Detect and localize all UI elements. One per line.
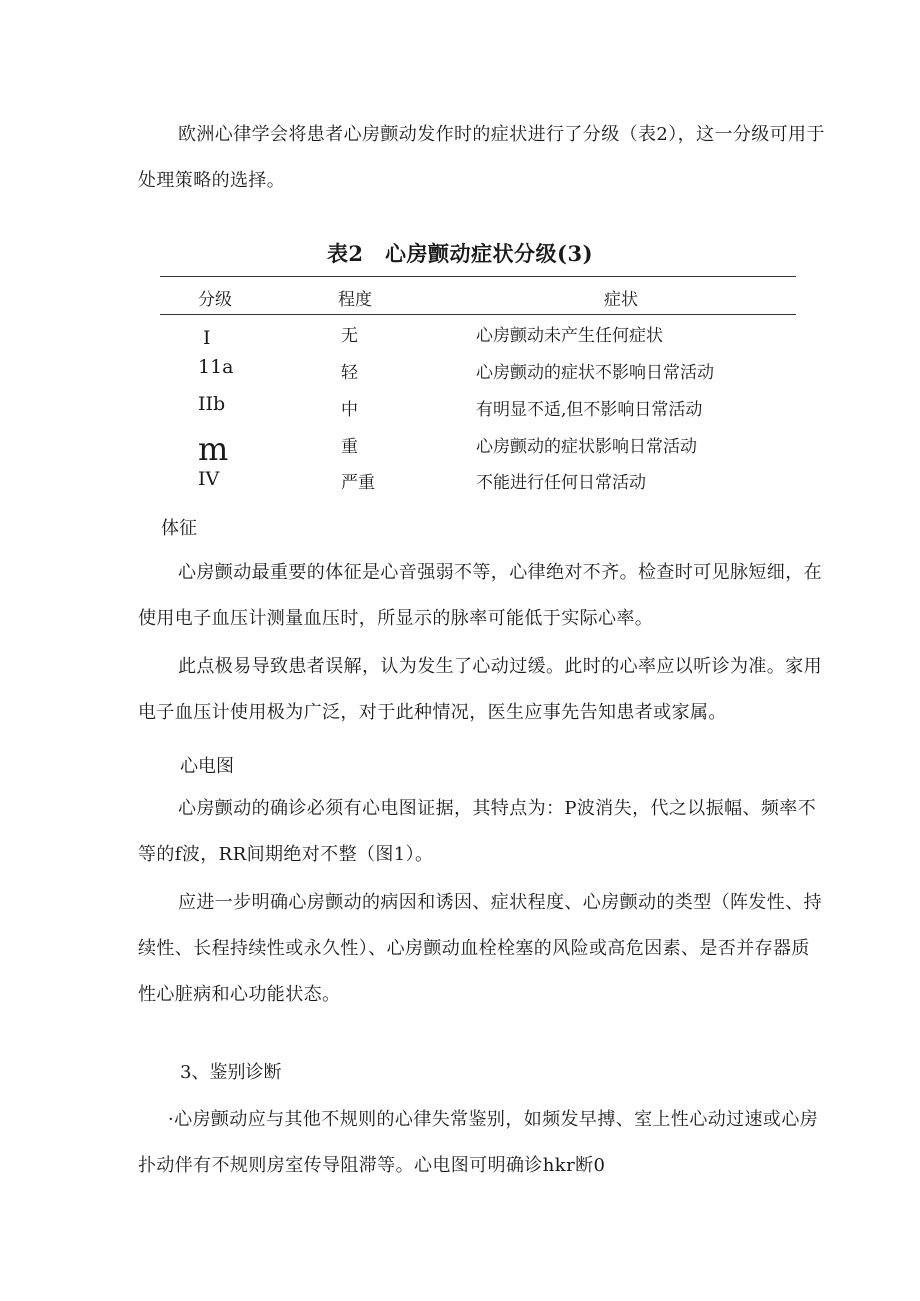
intro-paragraph: 欧洲心律学会将患者心房颤动发作时的症状进行了分级（表2），这一分级可用于处理策略的选择。 (138, 124, 825, 191)
table-title: 表2 心房颤动症状分级(3) (326, 241, 594, 266)
table-header-grade: 分级 (198, 290, 232, 310)
section-heading-signs: 体征 (161, 518, 197, 539)
table-row-1-level: 无 (341, 326, 358, 346)
table-header-rule (160, 314, 796, 315)
section-heading-differential: 3、鉴别诊断 (180, 1062, 282, 1083)
table-row-4-grade: m (198, 430, 229, 468)
table-row-3-symptom: 有明显不适,但不影响日常活动 (476, 400, 703, 420)
table-row-4-level: 重 (341, 437, 358, 457)
ecg-paragraph-1: 心房颤动的确诊必须有心电图证据，其特点为：P波消失，代之以振幅、频率不等的f波，RR间期绝对不整（图1）。 (138, 798, 817, 865)
table-header-symptom: 症状 (604, 290, 638, 310)
table-row-5-level: 严重 (341, 473, 375, 493)
table-row-1-symptom: 心房颤动未产生任何症状 (476, 326, 663, 346)
differential-paragraph: ·心房颤动应与其他不规则的心律失常鉴别，如频发早搏、室上性心动过速或心房扑动伴有不规则房室传导阻滞等。心电图可明确诊hkr断0 (138, 1109, 819, 1176)
table-row-3-level: 中 (341, 400, 358, 420)
table-top-rule (160, 276, 796, 277)
ecg-paragraph-2: 应进一步明确心房颤动的病因和诱因、症状程度、心房颤动的类型（阵发性、持续性、长程持续性或永久性）、心房颤动血栓栓塞的风险或高危因素、是否并存器质性心脏病和心功能状态。 (138, 892, 822, 1005)
signs-paragraph-2: 此点极易导致患者误解，认为发生了心动过缓。此时的心率应以听诊为准。家用电子血压计使用极为广泛，对于此种情况，医生应事先告知患者或家属。 (138, 656, 822, 723)
table-row-2-level: 轻 (341, 363, 358, 383)
table-row-5-grade: IV (198, 468, 220, 490)
table-row-5-symptom: 不能进行任何日常活动 (476, 473, 646, 493)
section-heading-ecg: 心电图 (180, 756, 234, 777)
table-row-3-grade: IIb (198, 393, 226, 415)
table-row-2-symptom: 心房颤动的症状不影响日常活动 (476, 363, 714, 383)
table-row-4-symptom: 心房颤动的症状影响日常活动 (476, 437, 697, 457)
signs-paragraph-1: 心房颤动最重要的体征是心音强弱不等，心律绝对不齐。检查时可见脉短细，在使用电子血压计测量血压时，所显示的脉率可能低于实际心率。 (138, 562, 822, 629)
table-row-1-grade: I (203, 327, 211, 349)
table-row-2-grade: 11a (198, 356, 234, 378)
table-header-level: 程度 (338, 290, 372, 310)
